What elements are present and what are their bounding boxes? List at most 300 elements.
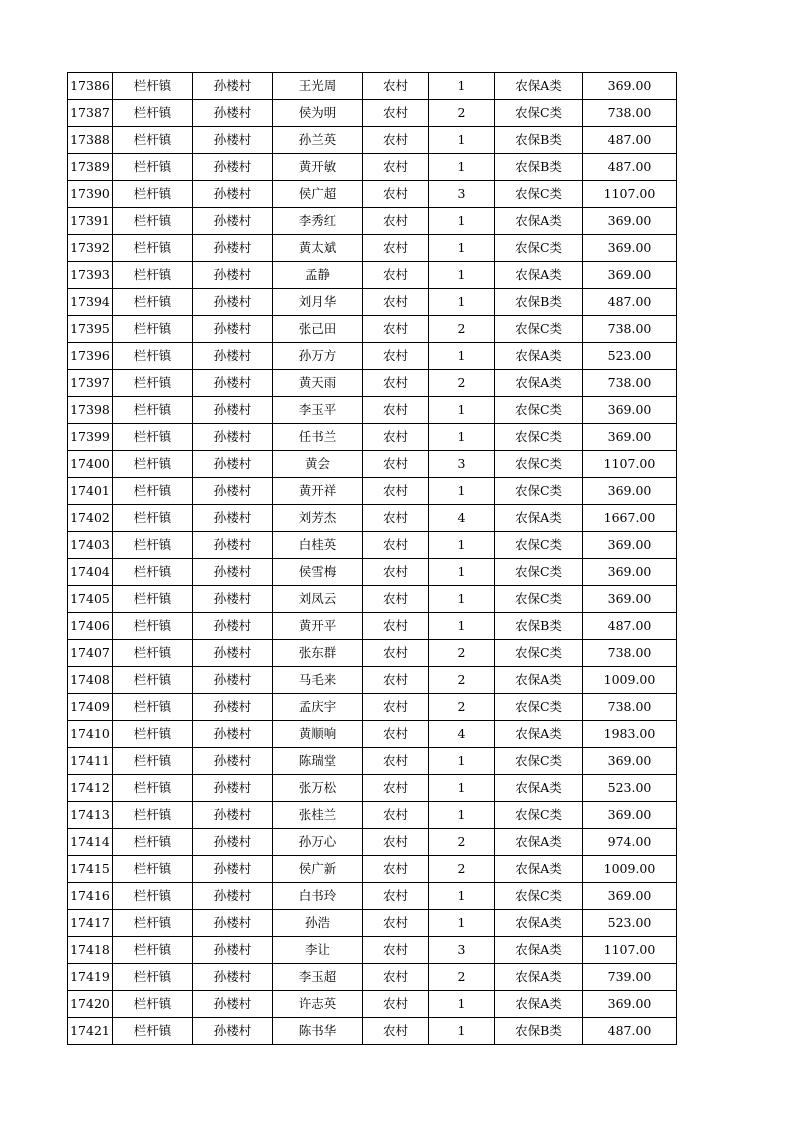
table-row [68,694,677,721]
row-number-cell: 17405 [68,586,113,613]
household-count-cell: 2 [429,640,495,667]
village-cell: 孙楼村 [193,154,273,181]
amount-cell: 369.00 [583,262,677,289]
village-cell: 孙楼村 [193,667,273,694]
household-count-cell: 1 [429,883,495,910]
amount-cell: 738.00 [583,694,677,721]
name-cell: 任书兰 [273,424,363,451]
insurance-class-cell: 农保C类 [495,640,583,667]
household-count-cell: 1 [429,775,495,802]
household-count-cell: 2 [429,964,495,991]
insurance-class-cell: 农保A类 [495,262,583,289]
table-row [68,208,677,235]
town-cell: 栏杆镇 [113,667,193,694]
household-count-cell: 1 [429,208,495,235]
village-cell: 孙楼村 [193,829,273,856]
table-row [68,1018,677,1045]
area-type-cell: 农村 [363,370,429,397]
area-type-cell: 农村 [363,478,429,505]
town-cell: 栏杆镇 [113,343,193,370]
household-count-cell: 2 [429,667,495,694]
row-number-cell: 17401 [68,478,113,505]
amount-cell: 487.00 [583,613,677,640]
row-number-cell: 17414 [68,829,113,856]
row-number-cell: 17403 [68,532,113,559]
town-cell: 栏杆镇 [113,694,193,721]
amount-cell: 369.00 [583,424,677,451]
amount-cell: 1107.00 [583,937,677,964]
village-cell: 孙楼村 [193,964,273,991]
area-type-cell: 农村 [363,964,429,991]
table-row [68,559,677,586]
insurance-class-cell: 农保C类 [495,316,583,343]
village-cell: 孙楼村 [193,910,273,937]
insurance-class-cell: 农保B类 [495,1018,583,1045]
town-cell: 栏杆镇 [113,154,193,181]
area-type-cell: 农村 [363,505,429,532]
household-count-cell: 1 [429,127,495,154]
town-cell: 栏杆镇 [113,613,193,640]
table-row [68,775,677,802]
insurance-class-cell: 农保B类 [495,127,583,154]
row-number-cell: 17418 [68,937,113,964]
amount-cell: 1009.00 [583,856,677,883]
town-cell: 栏杆镇 [113,100,193,127]
town-cell: 栏杆镇 [113,208,193,235]
area-type-cell: 农村 [363,667,429,694]
table-body [68,73,677,1045]
table-row [68,100,677,127]
name-cell: 黄天雨 [273,370,363,397]
area-type-cell: 农村 [363,181,429,208]
village-cell: 孙楼村 [193,937,273,964]
amount-cell: 974.00 [583,829,677,856]
town-cell: 栏杆镇 [113,748,193,775]
insurance-class-cell: 农保B类 [495,289,583,316]
area-type-cell: 农村 [363,586,429,613]
name-cell: 刘凤云 [273,586,363,613]
town-cell: 栏杆镇 [113,478,193,505]
table-row [68,910,677,937]
household-count-cell: 1 [429,73,495,100]
table-row [68,856,677,883]
name-cell: 侯雪梅 [273,559,363,586]
table-row [68,397,677,424]
name-cell: 侯广超 [273,181,363,208]
table-row [68,370,677,397]
name-cell: 李玉超 [273,964,363,991]
amount-cell: 1009.00 [583,667,677,694]
town-cell: 栏杆镇 [113,451,193,478]
household-count-cell: 2 [429,100,495,127]
household-count-cell: 1 [429,1018,495,1045]
amount-cell: 369.00 [583,586,677,613]
table-row [68,532,677,559]
household-count-cell: 1 [429,397,495,424]
row-number-cell: 17396 [68,343,113,370]
amount-cell: 739.00 [583,964,677,991]
household-count-cell: 1 [429,991,495,1018]
row-number-cell: 17388 [68,127,113,154]
village-cell: 孙楼村 [193,856,273,883]
name-cell: 张东群 [273,640,363,667]
area-type-cell: 农村 [363,343,429,370]
insurance-class-cell: 农保C类 [495,424,583,451]
name-cell: 白桂英 [273,532,363,559]
insurance-class-cell: 农保B类 [495,154,583,181]
insurance-class-cell: 农保A类 [495,505,583,532]
village-cell: 孙楼村 [193,721,273,748]
name-cell: 黄开平 [273,613,363,640]
row-number-cell: 17417 [68,910,113,937]
area-type-cell: 农村 [363,316,429,343]
area-type-cell: 农村 [363,397,429,424]
row-number-cell: 17392 [68,235,113,262]
table-row [68,343,677,370]
name-cell: 黄顺响 [273,721,363,748]
table-row [68,289,677,316]
village-cell: 孙楼村 [193,613,273,640]
insurance-class-cell: 农保C类 [495,802,583,829]
village-cell: 孙楼村 [193,883,273,910]
row-number-cell: 17397 [68,370,113,397]
area-type-cell: 农村 [363,1018,429,1045]
town-cell: 栏杆镇 [113,829,193,856]
village-cell: 孙楼村 [193,532,273,559]
row-number-cell: 17415 [68,856,113,883]
town-cell: 栏杆镇 [113,640,193,667]
village-cell: 孙楼村 [193,343,273,370]
amount-cell: 1107.00 [583,451,677,478]
area-type-cell: 农村 [363,208,429,235]
name-cell: 孙浩 [273,910,363,937]
amount-cell: 523.00 [583,775,677,802]
data-table [67,72,677,1045]
village-cell: 孙楼村 [193,73,273,100]
household-count-cell: 1 [429,289,495,316]
amount-cell: 369.00 [583,397,677,424]
row-number-cell: 17390 [68,181,113,208]
area-type-cell: 农村 [363,235,429,262]
area-type-cell: 农村 [363,262,429,289]
insurance-class-cell: 农保C类 [495,451,583,478]
row-number-cell: 17416 [68,883,113,910]
area-type-cell: 农村 [363,73,429,100]
area-type-cell: 农村 [363,613,429,640]
name-cell: 陈瑞堂 [273,748,363,775]
row-number-cell: 17404 [68,559,113,586]
area-type-cell: 农村 [363,991,429,1018]
area-type-cell: 农村 [363,856,429,883]
town-cell: 栏杆镇 [113,964,193,991]
village-cell: 孙楼村 [193,748,273,775]
insurance-class-cell: 农保A类 [495,964,583,991]
household-count-cell: 1 [429,559,495,586]
area-type-cell: 农村 [363,775,429,802]
insurance-class-cell: 农保B类 [495,613,583,640]
household-count-cell: 1 [429,613,495,640]
amount-cell: 369.00 [583,559,677,586]
row-number-cell: 17395 [68,316,113,343]
insurance-class-cell: 农保C类 [495,748,583,775]
household-count-cell: 4 [429,721,495,748]
name-cell: 李让 [273,937,363,964]
household-count-cell: 2 [429,829,495,856]
table-row [68,451,677,478]
row-number-cell: 17387 [68,100,113,127]
area-type-cell: 农村 [363,559,429,586]
village-cell: 孙楼村 [193,505,273,532]
amount-cell: 523.00 [583,343,677,370]
area-type-cell: 农村 [363,910,429,937]
household-count-cell: 2 [429,694,495,721]
row-number-cell: 17413 [68,802,113,829]
row-number-cell: 17412 [68,775,113,802]
household-count-cell: 1 [429,910,495,937]
amount-cell: 738.00 [583,370,677,397]
table-row [68,991,677,1018]
area-type-cell: 农村 [363,289,429,316]
row-number-cell: 17391 [68,208,113,235]
household-count-cell: 1 [429,532,495,559]
village-cell: 孙楼村 [193,235,273,262]
village-cell: 孙楼村 [193,559,273,586]
row-number-cell: 17410 [68,721,113,748]
row-number-cell: 17393 [68,262,113,289]
village-cell: 孙楼村 [193,127,273,154]
name-cell: 刘芳杰 [273,505,363,532]
table-row [68,667,677,694]
table-row [68,154,677,181]
household-count-cell: 1 [429,343,495,370]
amount-cell: 1107.00 [583,181,677,208]
table-row [68,478,677,505]
insurance-class-cell: 农保A类 [495,910,583,937]
name-cell: 侯广新 [273,856,363,883]
household-count-cell: 1 [429,748,495,775]
area-type-cell: 农村 [363,127,429,154]
row-number-cell: 17406 [68,613,113,640]
town-cell: 栏杆镇 [113,397,193,424]
insurance-class-cell: 农保C类 [495,235,583,262]
town-cell: 栏杆镇 [113,559,193,586]
name-cell: 李玉平 [273,397,363,424]
name-cell: 王光周 [273,73,363,100]
village-cell: 孙楼村 [193,370,273,397]
village-cell: 孙楼村 [193,181,273,208]
town-cell: 栏杆镇 [113,532,193,559]
table-row [68,613,677,640]
village-cell: 孙楼村 [193,424,273,451]
table-row [68,316,677,343]
insurance-class-cell: 农保C类 [495,532,583,559]
name-cell: 马毛来 [273,667,363,694]
insurance-class-cell: 农保C类 [495,478,583,505]
name-cell: 黄会 [273,451,363,478]
amount-cell: 487.00 [583,127,677,154]
insurance-class-cell: 农保C类 [495,694,583,721]
area-type-cell: 农村 [363,100,429,127]
village-cell: 孙楼村 [193,289,273,316]
town-cell: 栏杆镇 [113,181,193,208]
amount-cell: 487.00 [583,1018,677,1045]
row-number-cell: 17386 [68,73,113,100]
table-row [68,883,677,910]
household-count-cell: 1 [429,262,495,289]
town-cell: 栏杆镇 [113,370,193,397]
household-count-cell: 2 [429,370,495,397]
table-row [68,235,677,262]
amount-cell: 369.00 [583,802,677,829]
table-row [68,73,677,100]
name-cell: 孙万心 [273,829,363,856]
insurance-class-cell: 农保A类 [495,856,583,883]
town-cell: 栏杆镇 [113,883,193,910]
household-count-cell: 2 [429,316,495,343]
amount-cell: 738.00 [583,100,677,127]
area-type-cell: 农村 [363,451,429,478]
insurance-class-cell: 农保C类 [495,397,583,424]
insurance-class-cell: 农保C类 [495,181,583,208]
insurance-class-cell: 农保C类 [495,586,583,613]
village-cell: 孙楼村 [193,694,273,721]
village-cell: 孙楼村 [193,640,273,667]
row-number-cell: 17399 [68,424,113,451]
amount-cell: 1667.00 [583,505,677,532]
town-cell: 栏杆镇 [113,802,193,829]
insurance-class-cell: 农保A类 [495,937,583,964]
insurance-class-cell: 农保A类 [495,991,583,1018]
insurance-class-cell: 农保A类 [495,721,583,748]
name-cell: 张桂兰 [273,802,363,829]
town-cell: 栏杆镇 [113,424,193,451]
name-cell: 白书玲 [273,883,363,910]
village-cell: 孙楼村 [193,991,273,1018]
insurance-class-cell: 农保C类 [495,100,583,127]
name-cell: 孙兰英 [273,127,363,154]
table-row [68,964,677,991]
village-cell: 孙楼村 [193,397,273,424]
village-cell: 孙楼村 [193,208,273,235]
area-type-cell: 农村 [363,937,429,964]
area-type-cell: 农村 [363,532,429,559]
row-number-cell: 17409 [68,694,113,721]
row-number-cell: 17389 [68,154,113,181]
area-type-cell: 农村 [363,154,429,181]
table-row [68,262,677,289]
table-row [68,829,677,856]
table-row [68,586,677,613]
household-count-cell: 3 [429,937,495,964]
amount-cell: 738.00 [583,640,677,667]
name-cell: 黄开祥 [273,478,363,505]
name-cell: 侯为明 [273,100,363,127]
name-cell: 陈书华 [273,1018,363,1045]
area-type-cell: 农村 [363,424,429,451]
name-cell: 刘月华 [273,289,363,316]
town-cell: 栏杆镇 [113,991,193,1018]
area-type-cell: 农村 [363,883,429,910]
name-cell: 张万松 [273,775,363,802]
table-row [68,127,677,154]
town-cell: 栏杆镇 [113,910,193,937]
village-cell: 孙楼村 [193,802,273,829]
household-count-cell: 3 [429,181,495,208]
town-cell: 栏杆镇 [113,721,193,748]
town-cell: 栏杆镇 [113,505,193,532]
village-cell: 孙楼村 [193,1018,273,1045]
town-cell: 栏杆镇 [113,316,193,343]
insurance-class-cell: 农保A类 [495,208,583,235]
town-cell: 栏杆镇 [113,856,193,883]
amount-cell: 738.00 [583,316,677,343]
area-type-cell: 农村 [363,802,429,829]
insurance-class-cell: 农保A类 [495,775,583,802]
insurance-class-cell: 农保A类 [495,667,583,694]
insurance-class-cell: 农保A类 [495,370,583,397]
area-type-cell: 农村 [363,694,429,721]
amount-cell: 487.00 [583,154,677,181]
area-type-cell: 农村 [363,640,429,667]
town-cell: 栏杆镇 [113,586,193,613]
amount-cell: 369.00 [583,208,677,235]
table-row [68,424,677,451]
row-number-cell: 17421 [68,1018,113,1045]
village-cell: 孙楼村 [193,775,273,802]
name-cell: 黄开敏 [273,154,363,181]
household-count-cell: 1 [429,802,495,829]
town-cell: 栏杆镇 [113,73,193,100]
area-type-cell: 农村 [363,829,429,856]
household-count-cell: 4 [429,505,495,532]
area-type-cell: 农村 [363,748,429,775]
table-row [68,937,677,964]
row-number-cell: 17411 [68,748,113,775]
table-row [68,721,677,748]
name-cell: 黄太斌 [273,235,363,262]
insurance-class-cell: 农保A类 [495,829,583,856]
amount-cell: 369.00 [583,478,677,505]
table-row [68,640,677,667]
village-cell: 孙楼村 [193,586,273,613]
row-number-cell: 17398 [68,397,113,424]
table-row [68,748,677,775]
amount-cell: 369.00 [583,532,677,559]
area-type-cell: 农村 [363,721,429,748]
household-count-cell: 1 [429,154,495,181]
insurance-class-cell: 农保C类 [495,883,583,910]
row-number-cell: 17419 [68,964,113,991]
town-cell: 栏杆镇 [113,127,193,154]
town-cell: 栏杆镇 [113,289,193,316]
household-count-cell: 1 [429,478,495,505]
name-cell: 李秀红 [273,208,363,235]
amount-cell: 523.00 [583,910,677,937]
amount-cell: 1983.00 [583,721,677,748]
row-number-cell: 17408 [68,667,113,694]
village-cell: 孙楼村 [193,478,273,505]
insurance-class-cell: 农保A类 [495,343,583,370]
amount-cell: 369.00 [583,748,677,775]
town-cell: 栏杆镇 [113,1018,193,1045]
town-cell: 栏杆镇 [113,775,193,802]
amount-cell: 487.00 [583,289,677,316]
amount-cell: 369.00 [583,235,677,262]
town-cell: 栏杆镇 [113,262,193,289]
household-count-cell: 3 [429,451,495,478]
household-count-cell: 1 [429,424,495,451]
village-cell: 孙楼村 [193,451,273,478]
